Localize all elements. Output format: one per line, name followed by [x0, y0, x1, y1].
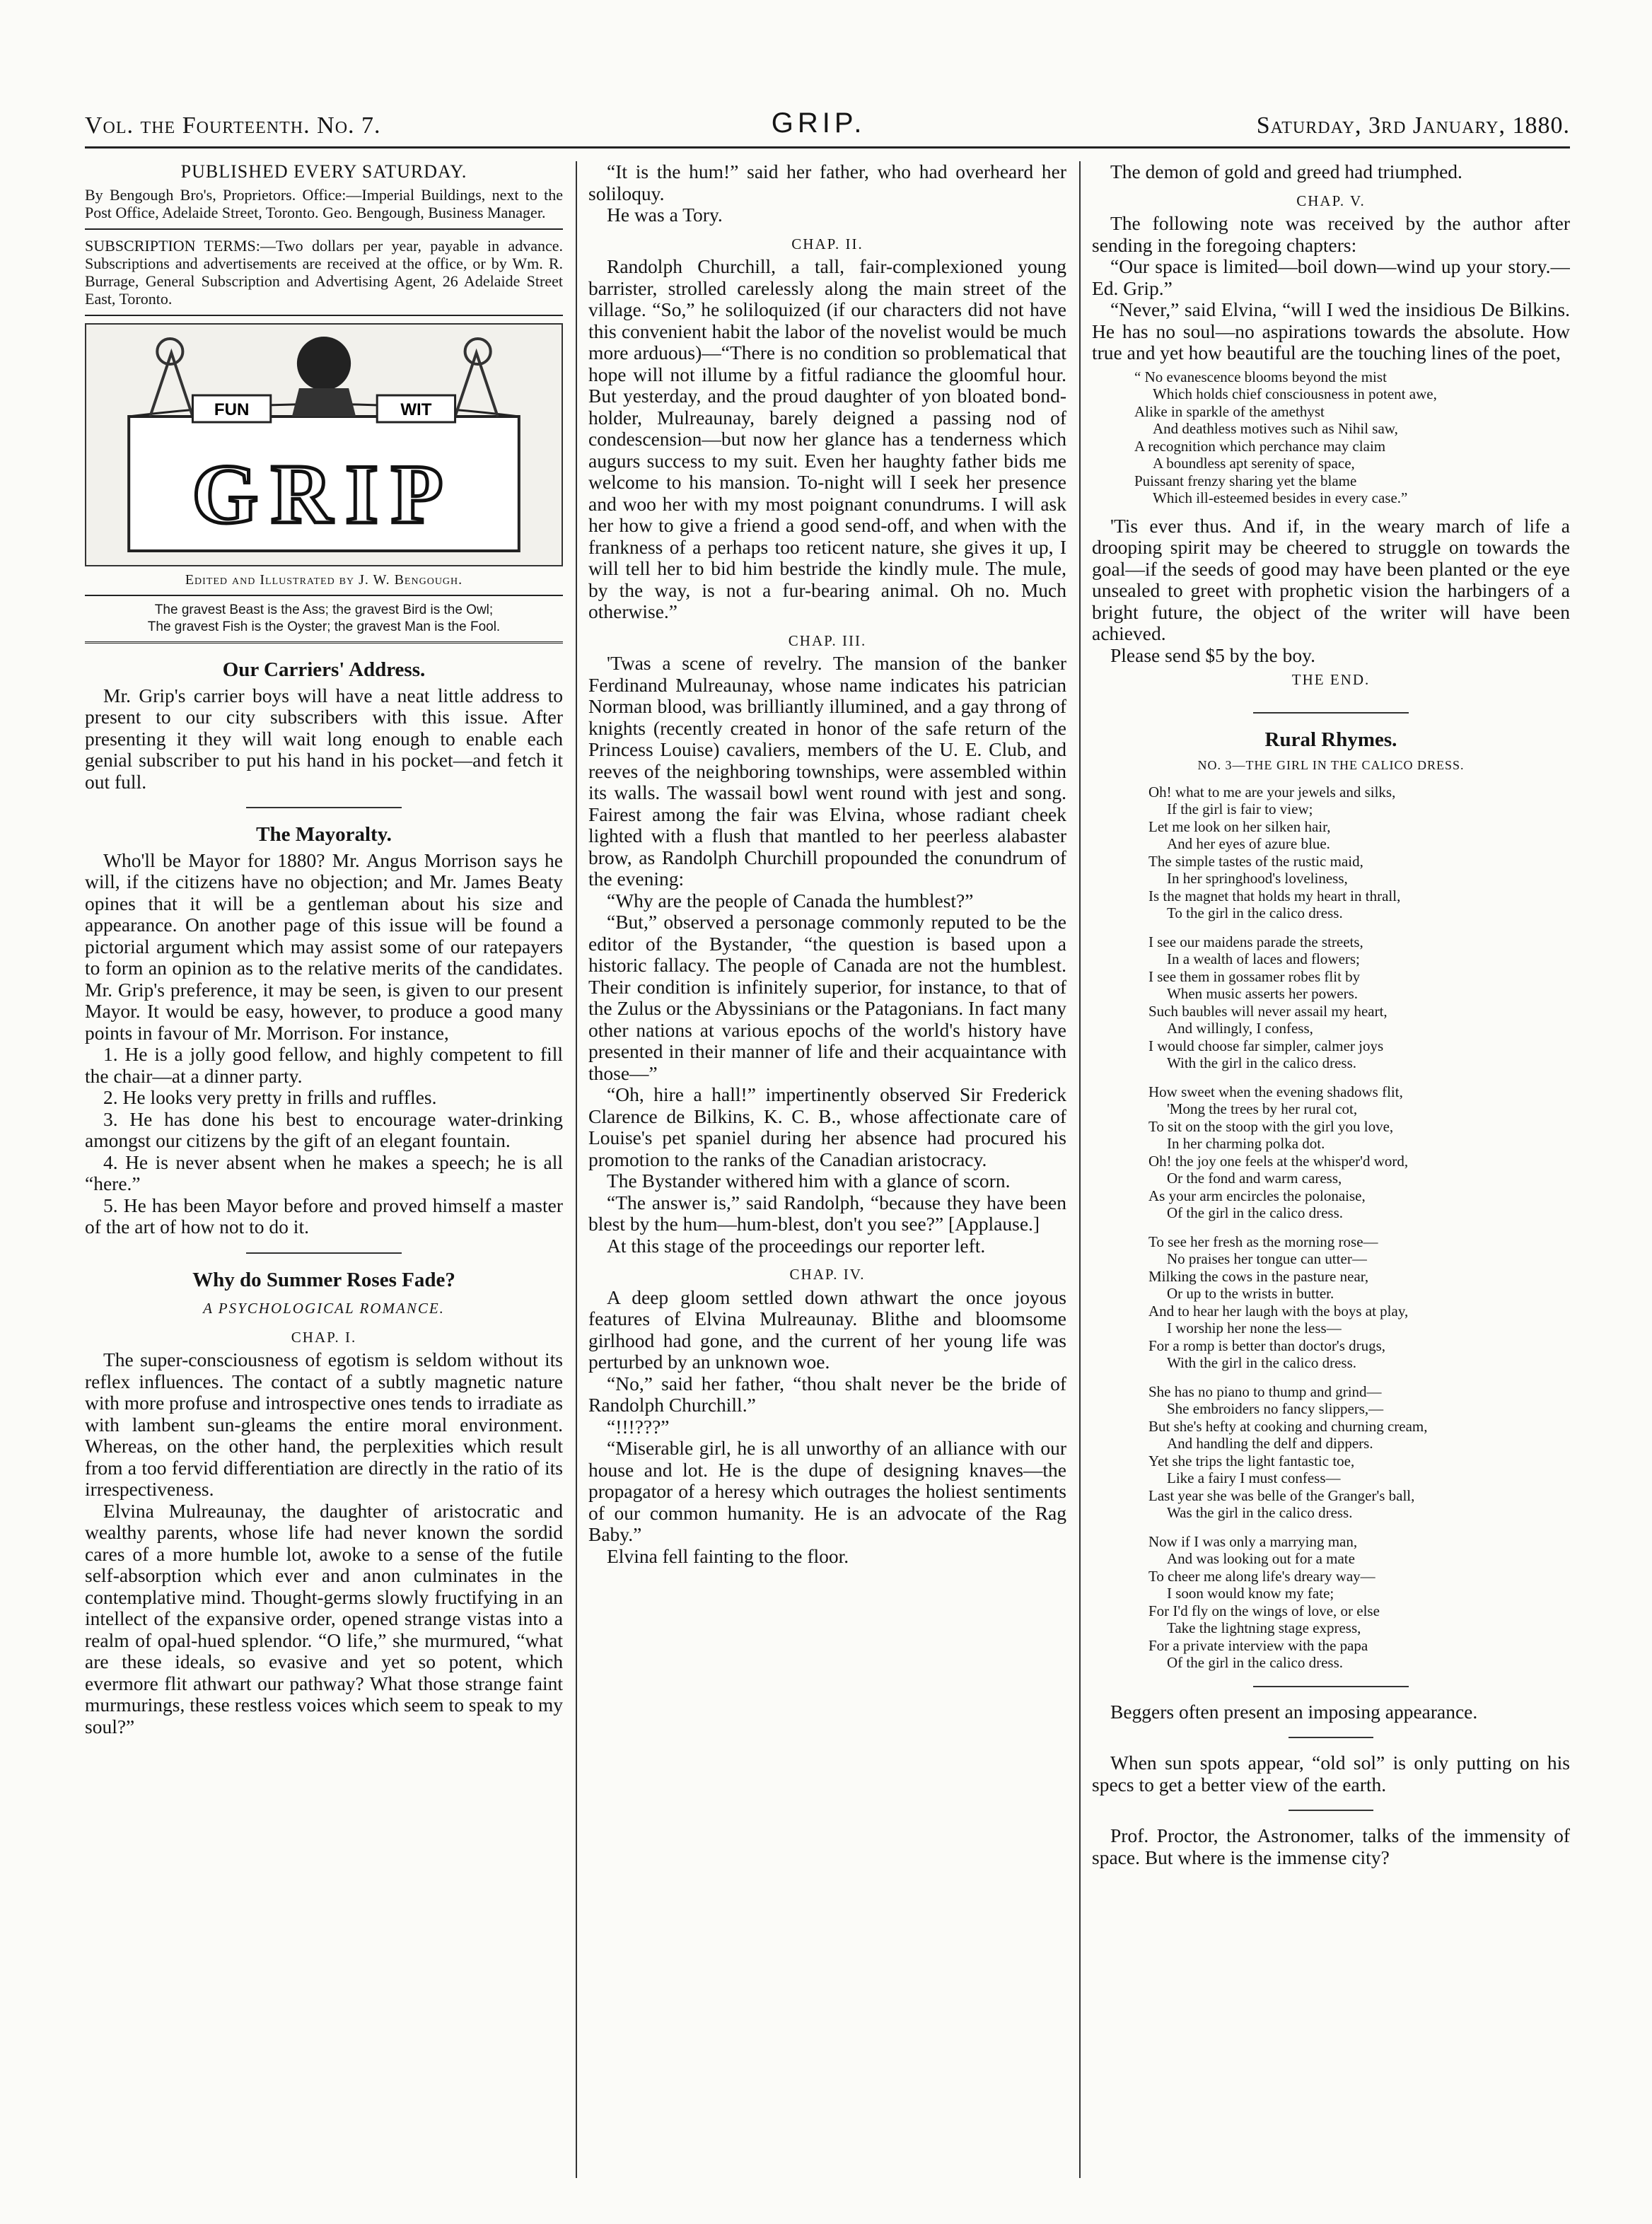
chapter-label: CHAP. IV. — [789, 1266, 866, 1283]
story-paragraph: “!!!???” — [607, 1415, 670, 1438]
story-paragraph: At this stage of the proceedings our reporter left. — [607, 1234, 986, 1257]
poem-line: I worship her none the less— — [1167, 1320, 1342, 1337]
motto-line: The gravest Beast is the Ass; the gravest Bird is the Owl; — [154, 602, 494, 617]
motto — [85, 595, 563, 644]
list-item: 2. He looks very pretty in frills and ruffles. — [103, 1086, 437, 1108]
story-end: THE END. — [1291, 671, 1371, 688]
poem-stanza — [1148, 933, 1570, 1072]
poem-line: Milking the cows in the pasture near, — [1148, 1267, 1369, 1285]
story-paragraph: “Miserable girl, he is all unworthy of an alliance with our house and lot. He is the dupe of designing knaves—the propagator of a heresy which outrages the holiest sentiments of our common humanity. He is an advocate of the Rag Baby.” — [588, 1437, 1066, 1545]
grip-logo: GRIP — [192, 446, 456, 541]
poem-line: When music asserts her powers. — [1167, 985, 1359, 1002]
divider — [85, 228, 563, 230]
story-paragraph: “No,” said her father, “thou shalt never be the bride of Randolph Churchill.” — [588, 1372, 1066, 1416]
column-2 — [588, 161, 1066, 2178]
mayoralty-points — [85, 1044, 563, 1238]
story-paragraph: 'Tis ever thus. And if, in the weary march of life a drooping spirit may be cheered to struggle on towards the goal—if the seeds of good may have been planted or the eye unsealed to greet with prophetic vision the harbingers of a bright future, the object of the writer will have been achieved. — [1092, 514, 1570, 644]
poem-line: Take the lightning stage express, — [1167, 1619, 1361, 1636]
chapter-label: CHAP. II. — [791, 235, 863, 252]
poem-line: Or up to the wrists in butter. — [1167, 1285, 1334, 1302]
poem-line: The simple tastes of the rustic maid, — [1148, 852, 1363, 870]
fun-sign: FUN — [214, 400, 250, 419]
issue-date: Saturday, 3rd January, 1880. — [1256, 112, 1570, 139]
story-paragraph: Elvina fell fainting to the floor. — [607, 1544, 849, 1567]
quote-line: Alike in sparkle of the amethyst — [1134, 402, 1325, 420]
publisher-details: By Bengough Bro's, Proprietors. Office:—Imperial Buildings, next to the Post Office, Adelaide Street, Toronto. Geo. Bengough, Business Manager. — [85, 185, 563, 221]
poem-line: I see them in gossamer robes flit by — [1148, 967, 1361, 985]
poem-line: In a wealth of laces and flowers; — [1167, 950, 1360, 967]
poem-line: But she's hefty at cooking and churning cream, — [1148, 1417, 1428, 1435]
story-paragraph: A deep gloom settled down athwart the once joyous features of Elvina Mulreaunay. Blithe and bloomsome girlhood had gone, and the current of her young life was perturbed by an unknown woe. — [588, 1286, 1066, 1373]
filler-paragraph: Prof. Proctor, the Astronomer, talks of the immensity of space. But where is the immense city? — [1092, 1824, 1570, 1868]
poem-stanza — [1148, 784, 1570, 922]
poem-line: For I'd fly on the wings of love, or else — [1148, 1602, 1380, 1619]
quote-line: And deathless motives such as Nihil saw, — [1153, 420, 1398, 437]
poem-line: And was looking out for a mate — [1167, 1550, 1355, 1567]
poem-line: Now if I was only a marrying man, — [1148, 1532, 1358, 1550]
divider — [1253, 712, 1409, 714]
story-paragraph: Please send $5 by the boy. — [1110, 644, 1315, 666]
poem-stanza — [1148, 1383, 1570, 1522]
poem-line: To see her fresh as the morning rose— — [1148, 1233, 1378, 1250]
story-paragraph: “Our space is limited—boil down—wind up your story.—Ed. Grip.” — [1092, 255, 1570, 299]
poem-line: With the girl in the calico dress. — [1167, 1054, 1356, 1071]
poem-stanza — [1148, 1083, 1570, 1222]
volume-number: Vol. the Fourteenth. No. 7. — [85, 112, 381, 139]
chapter-label: CHAP. V. — [1296, 192, 1366, 209]
motto-line: The gravest Fish is the Oyster; the gravest Man is the Fool. — [147, 619, 501, 634]
story-paragraph: Randolph Churchill, a tall, fair-complexioned young barrister, strolled carelessly along the main street of the village. “So,” he soliloquized (if our characters did not have this convenient habit the labor of the novelist would be much more arduous)—“There is no condition so problematical that hope will not illume by a fitful radiance the gloomful hour. But yesterday, and the proud daughter of yon bloated bond-holder, Mulreaunay, barely deigned a passing nod of condescension—but now her glance has a tenderness which augurs success to my suit. Even her haughty father bids me welcome to his mansion. To-night will I seek her presence and woo her with my most poignant conundrums. I will ask her how to give a friend a good send-off, and when with the frankness of a perhaps too reticent nature, she gives it up, I will tell her to bid him bestride the kindly mule. The mule, by the way, is not a fur-bearing animal. Oh no. Much otherwise.” — [588, 255, 1066, 622]
story-paragraph: Elvina Mulreaunay, the daughter of aristocratic and wealthy parents, whose life had never known the sordid cares of a more humble lot, awoke to a sense of the futile self-absorption which ever and anon culminates in the contemplative mind. Thought-germs slowly fructifying in an intellect of the expansive order, opened strange vistas into a realm of opal-hued splendor. “O life,” she murmured, “what are these ideals, so evasive and yet so potent, which evermore flit athwart our pathway? What those strange faint murmurings, these restless voices which seem to speak to my soul?” — [85, 1499, 563, 1737]
poem-line: How sweet when the evening shadows flit, — [1148, 1083, 1403, 1100]
poem-line: I would choose far simpler, calmer joys — [1148, 1037, 1384, 1054]
quote-line: A boundless apt serenity of space, — [1153, 455, 1355, 472]
list-item: 3. He has done his best to encourage water-drinking amongst our citizens by the gift of an elegant fountain. — [85, 1107, 563, 1151]
poem-line: And willingly, I confess, — [1167, 1020, 1313, 1037]
divider — [1253, 1686, 1409, 1687]
poem-line: Yet she trips the light fantastic toe, — [1148, 1452, 1355, 1469]
grip-banner-illustration — [85, 323, 563, 566]
filler-paragraph: When sun spots appear, “old sol” is only putting on his specs to get a better view of the earth. — [1092, 1752, 1570, 1795]
banner-drawing — [86, 325, 562, 565]
quote-line: Puissant frenzy sharing yet the blame — [1134, 472, 1357, 489]
divider — [246, 1252, 402, 1254]
poem-line: And handling the delf and dippers. — [1167, 1435, 1373, 1452]
column-1 — [85, 161, 563, 2178]
poem-line: I see our maidens parade the streets, — [1148, 933, 1363, 950]
story-paragraph: He was a Tory. — [607, 204, 723, 226]
subscription-terms: SUBSCRIPTION TERMS:—Two dollars per year, payable in advance. Subscriptions and advertisements are received at the office, or by Wm. R. Burrage, General Subscription and Advertising Agent, 26 Adelaide Street East, Toronto. — [85, 236, 563, 308]
list-item: 4. He is never absent when he makes a speech; he is all “here.” — [85, 1151, 563, 1194]
list-item: 1. He is a jolly good fellow, and highly competent to fill the chair—at a dinner party. — [85, 1043, 563, 1087]
poem-line: And her eyes of azure blue. — [1167, 835, 1330, 852]
poem-line: Oh! what to me are your jewels and silks, — [1148, 783, 1396, 800]
poem-line: For a private interview with the papa — [1148, 1636, 1368, 1654]
poem-line: Or the fond and warm caress, — [1167, 1170, 1342, 1187]
chapter-label: CHAP. III. — [788, 631, 867, 649]
story-paragraph: The Bystander withered him with a glance of scorn. — [607, 1170, 1011, 1192]
poem-line: As your arm encircles the polonaise, — [1148, 1187, 1366, 1204]
poem-line: Of the girl in the calico dress. — [1167, 1204, 1344, 1221]
poem-line: Let me look on her silken hair, — [1148, 817, 1331, 835]
story-paragraph: “But,” observed a personage commonly reputed to be the editor of the Bystander, “the question is based upon a historic fallacy. The people of Canada are not the humblest. Their condition is infinitely superior, for instance, to that of the Zulus or the Abyssinians or the Patagonians. In fact many other nations at various epochs of the world's history have presented in their manner of life and their acquaintance with those—” — [588, 911, 1066, 1084]
divider — [246, 807, 402, 808]
quote-line: Which ill-esteemed besides in every case.” — [1153, 489, 1408, 506]
poem-line: For a romp is better than doctor's drugs, — [1148, 1337, 1386, 1354]
poem-stanza — [1148, 1233, 1570, 1372]
poem-line: Was the girl in the calico dress. — [1167, 1504, 1353, 1521]
mayoralty-body: Who'll be Mayor for 1880? Mr. Angus Morrison says he will, if the citizens have no objection; and Mr. James Beaty opines that it will be a gentleman about his size and appearance. On another page of this issue will be found a pictorial argument which may assist some of our ratepayers to form an opinion as to the relative merits of the candidates. Mr. Grip's preference, it may be seen, is given to our present Mayor. It would be easy, however, to produce a good many points in favour of Mr. Morrison. For instance, — [85, 849, 563, 1044]
poem-line: She embroiders no fancy slippers,— — [1167, 1400, 1384, 1417]
poem-line: In her springhood's loveliness, — [1167, 870, 1348, 887]
poem-line: To sit on the stoop with the girl you love, — [1148, 1117, 1394, 1135]
rhymes-poem — [1092, 784, 1570, 1672]
poem-line: And to hear her laugh with the boys at play, — [1148, 1302, 1409, 1320]
poem-quote — [1134, 368, 1570, 507]
newspaper-page — [85, 106, 1570, 2178]
poem-line: Is the magnet that holds my heart in thrall, — [1148, 887, 1401, 904]
rhymes-subheading: NO. 3—THE GIRL IN THE CALICO DRESS. — [1197, 758, 1465, 772]
carriers-body: Mr. Grip's carrier boys will have a neat little address to present to our city subscribers with this issue. After presenting it they will wait long enough to enable each genial subscriber to put his hand in his pocket—and fetch it out full. — [85, 684, 563, 793]
masthead — [85, 106, 1570, 149]
mayoralty-heading: The Mayoralty. — [256, 823, 392, 846]
poem-line: Last year she was belle of the Granger's ball, — [1148, 1486, 1415, 1504]
list-item: 5. He has been Mayor before and proved himself a master of the art of how not to do it. — [85, 1194, 563, 1238]
story-paragraph: The super-consciousness of egotism is seldom without its reflex influences. The contact of a subtly magnetic nature with more profuse and introspective ones tends to irradiate as with lambent sun-gleams the entire moral environment. Whereas, on the other hand, the perplexities which result from a too fervid differentiation are directly in the ratio of its irrespectiveness. — [85, 1349, 563, 1500]
roses-heading: Why do Summer Roses Fade? — [192, 1268, 455, 1291]
story-paragraph: “Never,” said Elvina, “will I wed the insidious De Bilkins. He has no soul—no aspirations towards the absolute. How true and yet how beautiful are the touching lines of the poet, — [1092, 298, 1570, 363]
poem-line: In her charming polka dot. — [1167, 1135, 1325, 1152]
filler-paragraph: Beggers often present an imposing appearance. — [1110, 1700, 1478, 1723]
roses-subheading: A PSYCHOLOGICAL ROMANCE. — [203, 1300, 445, 1317]
wit-sign: WIT — [400, 400, 432, 419]
divider — [85, 315, 563, 316]
chapter-label: CHAP. I. — [291, 1328, 357, 1346]
poem-line: To the girl in the calico dress. — [1167, 904, 1343, 921]
poem-line: Like a fairy I must confess— — [1167, 1469, 1341, 1486]
poem-stanza — [1148, 1533, 1570, 1672]
poem-line: To cheer me along life's dreary way— — [1148, 1567, 1375, 1585]
publisher-heading: PUBLISHED EVERY SATURDAY. — [180, 161, 467, 182]
story-paragraph: “It is the hum!” said her father, who had overheard her soliloquy. — [588, 161, 1066, 204]
column-3 — [1092, 161, 1570, 2178]
poem-line: Such baubles will never assail my heart, — [1148, 1002, 1388, 1020]
masthead-title: GRIP. — [771, 107, 866, 139]
carriers-heading: Our Carriers' Address. — [222, 658, 426, 681]
poem-line: With the girl in the calico dress. — [1167, 1354, 1356, 1371]
rhymes-heading: Rural Rhymes. — [1264, 728, 1397, 751]
poem-line: I soon would know my fate; — [1167, 1585, 1334, 1602]
poem-line: Oh! the joy one feels at the whisper'd word, — [1148, 1152, 1409, 1170]
column-rule — [576, 161, 577, 2178]
story-paragraph: The following note was received by the author after sending in the foregoing chapters: — [1092, 212, 1570, 256]
editor-credit: Edited and Illustrated by J. W. Bengough. — [185, 571, 463, 588]
quote-line: A recognition which perchance may claim — [1134, 437, 1386, 455]
poem-line: 'Mong the trees by her rural cot, — [1167, 1100, 1358, 1117]
story-paragraph: “The answer is,” said Randolph, “because they have been blest by the hum—hum-blest, don't you see?” [Applause.] — [588, 1191, 1066, 1235]
divider — [1289, 1737, 1373, 1738]
story-paragraph: “Oh, hire a hall!” impertinently observed Sir Frederick Clarence de Bilkins, K. C. B., whose affectionate care of Louise's pet spaniel during her absence had procured his promotion to the ranks of the Canadian aristocracy. — [588, 1083, 1066, 1170]
story-paragraph: “Why are the people of Canada the humblest?” — [607, 889, 974, 912]
story-paragraph: 'Twas a scene of revelry. The mansion of the banker Ferdinand Mulreaunay, whose name indicates his patrician Norman blood, was brilliantly illumined, and a gay throng of knights (recently created in honor of the safe return of the Princess Louise) cavaliers, members of the U. E. Club, and reeves of the neighboring townships, were assembled within its walls. The wassail bowl went round with jest and song. Fairest among the fair was Elvina, whose radiant cheek lighted with a flush that mantled to her peerless alabaster brow, as Randolph Churchill propounded the conundrum of the evening: — [588, 652, 1066, 890]
poem-line: She has no piano to thump and grind— — [1148, 1382, 1382, 1400]
poem-line: If the girl is fair to view; — [1167, 800, 1313, 817]
story-paragraph: The demon of gold and greed had triumphed. — [1110, 161, 1462, 182]
poem-line: No praises her tongue can utter— — [1167, 1250, 1367, 1267]
divider — [1289, 1810, 1373, 1811]
column-rule — [1079, 161, 1081, 2178]
poem-line: Of the girl in the calico dress. — [1167, 1654, 1344, 1671]
quote-line: “ No evanescence blooms beyond the mist — [1134, 368, 1387, 385]
quote-line: Which holds chief consciousness in potent awe, — [1153, 385, 1437, 402]
